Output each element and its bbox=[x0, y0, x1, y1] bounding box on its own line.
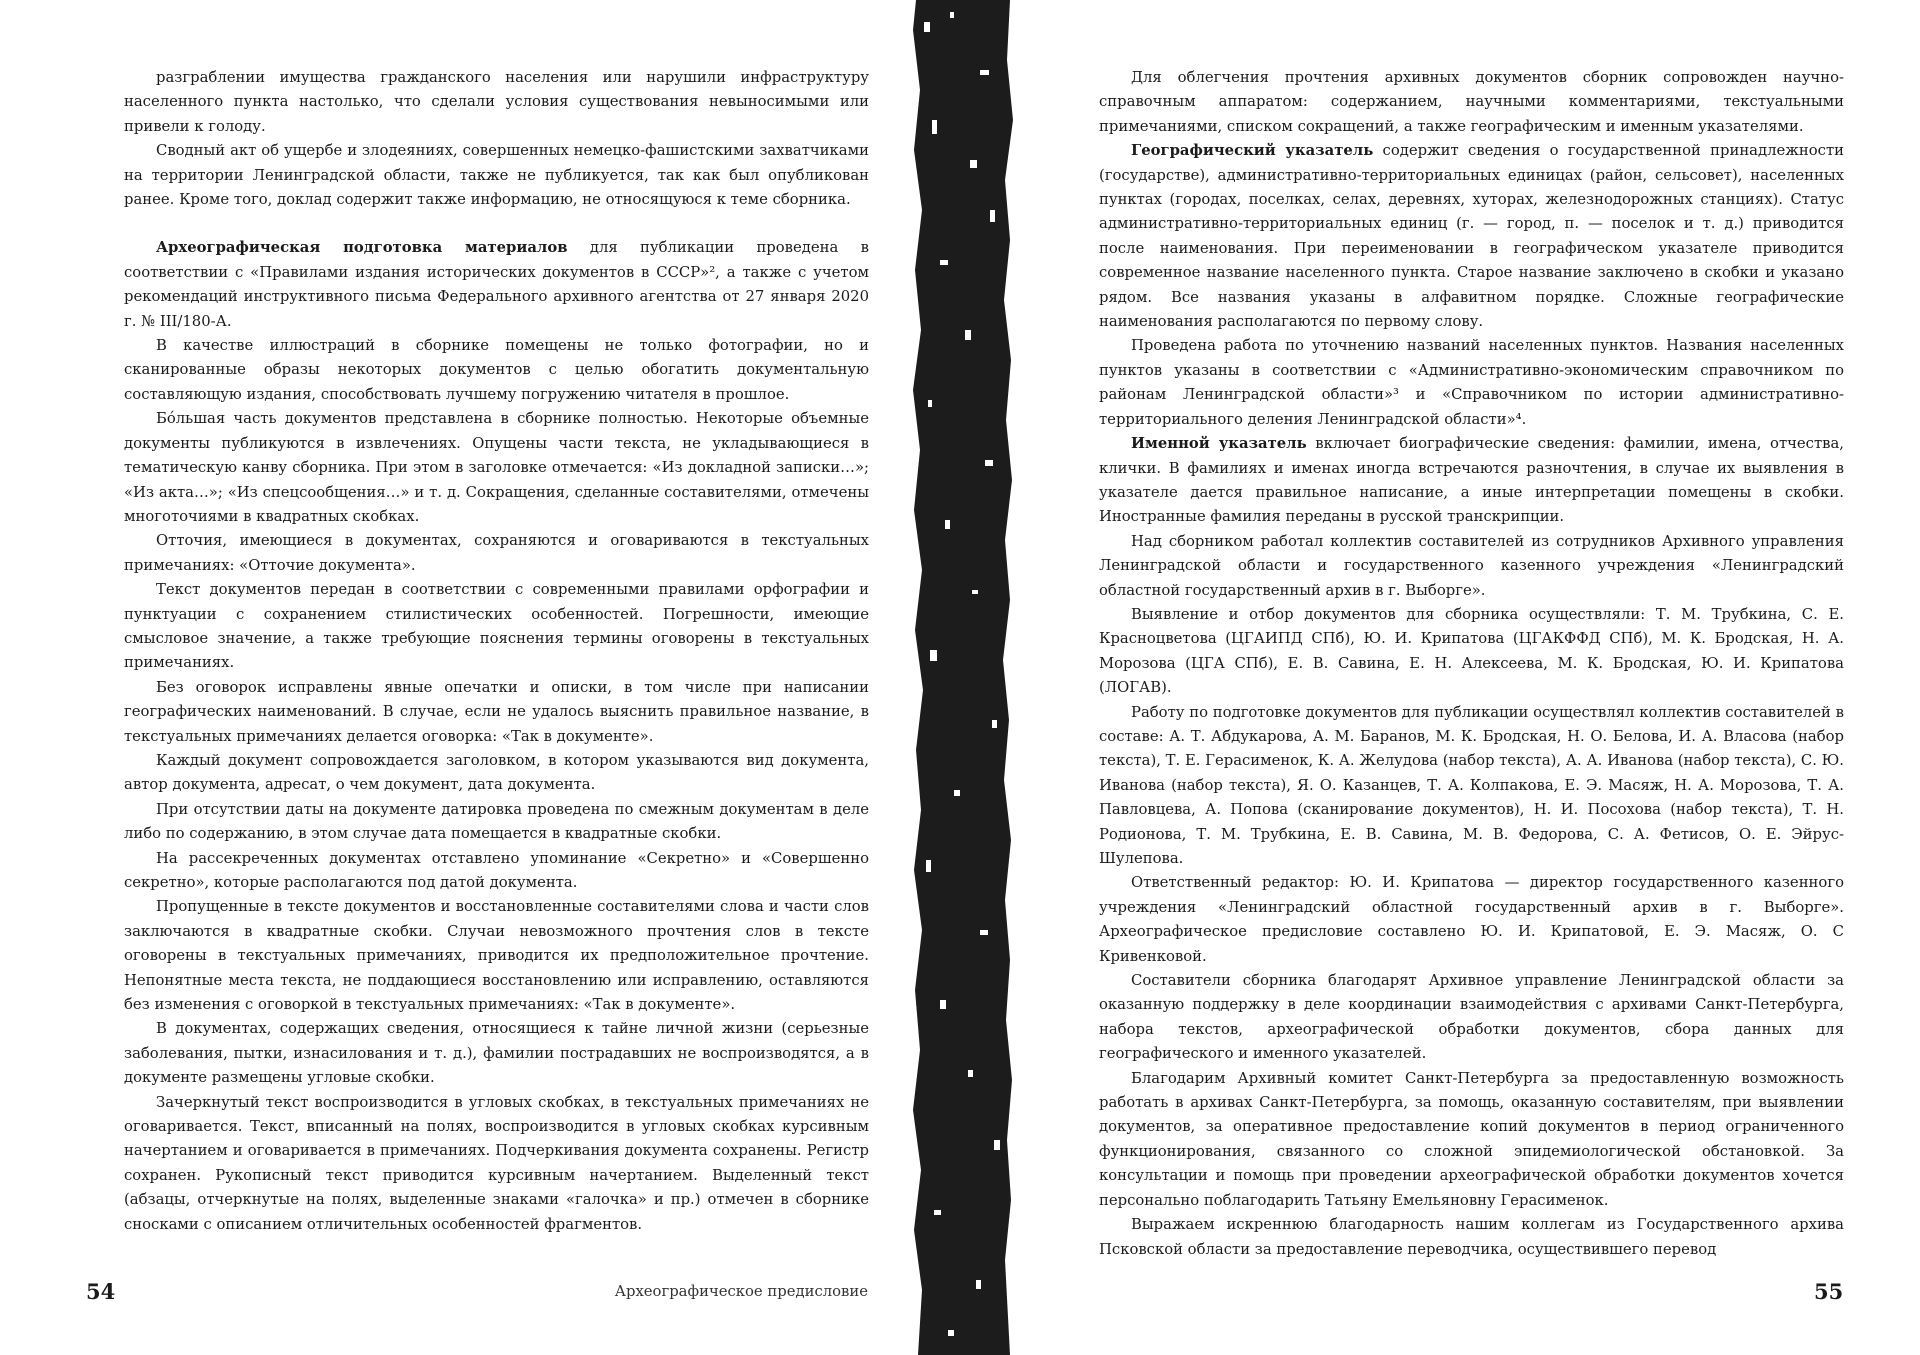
paragraph: Для облегчения прочтения архивных документов сборник сопровожден научно-справочным аппаратом: содержанием, научными комментариями, текстуальными примечаниями, списком сокращений, а также географическим и именным указателями. bbox=[1099, 69, 1844, 135]
decorative-grunge-strip bbox=[910, 0, 1015, 1355]
paragraph: В качестве иллюстраций в сборнике помещены не только фотографии, но и сканированные образы некоторых документов с целью обогатить документальную составляющую издания, способствовать лучшему погружению читателя в прошлое. bbox=[124, 337, 869, 403]
paragraph: Зачеркнутый текст воспроизводится в угловых скобках, в текстуальных примечаниях не оговаривается. Текст, вписанный на полях, воспроизводится в угловых скобках курсивным начертанием и оговаривается в примечаниях. Подчеркивания документа сохранены. Регистр сохранен. Рукописный текст приводится курсивным начертанием. Выделенный текст (абзацы, отчеркнутые на полях, выделенные знаками «галочка» и пр.) отмечен в сборнике сносками с описанием отличительных особенностей фрагментов. bbox=[124, 1093, 869, 1233]
left-page-text bbox=[124, 66, 869, 1237]
paragraph-lead: Археографическая подготовка материалов bbox=[156, 239, 568, 257]
paragraph: Археографическая подготовка материалов для публикации проведена в соответствии с «Правилами издания исторических документов в СССР»², а также с учетом рекомендаций инструктивного письма Федерального архивного агентства от 27 января 2020 г. № III/180-А. bbox=[124, 239, 870, 330]
paragraph: Без оговорок исправлены явные опечатки и описки, в том числе при написании географических наименований. В случае, если не удалось выяснить правильное название, в текстуальных примечаниях делается оговорка: «Так в документе». bbox=[124, 678, 869, 745]
page-number-right: 55 bbox=[1814, 1279, 1844, 1304]
paragraph: На рассекреченных документах отставлено упоминание «Секретно» и «Совершенно секретно», которые располагаются под датой документа. bbox=[124, 849, 869, 891]
paragraph: Работу по подготовке документов для публикации осуществлял коллектив составителей в составе: А. Т. Абдукарова, А. М. Баранов, М. К. Бродская, Н. О. Белова, И. А. Власова (набор текста), Т. Е. Герасименок, К. А. Желудова (набор текста), А. А. Иванова (набор текста), С. Ю. Иванова (набор текста), Я. О. Казанцев, Т. А. Колпакова, Е. Э. Масяж, Н. А. Морозова, Т. А. Павловцева, А. Попова (сканирование документов), Н. И. Посохова (набор текста), Т. Н. Родионова, Т. М. Трубкина, Е. В. Савина, М. В. Федорова, С. А. Фетисов, О. Е. Эйрус-Шулепова. bbox=[1099, 703, 1844, 867]
paragraph: Именной указатель включает биографические сведения: фамилии, имена, отчества, клички. В фамилиях и именах иногда встречаются разночтения, в случае их выявления в указателе дается правильное написание, а иные интерпретации помещены в скобки. Иностранные фамилия переданы в русской транскрипции. bbox=[1099, 435, 1844, 526]
right-page-text bbox=[1099, 66, 1844, 1262]
paragraph: Сводный акт об ущербе и злодеяниях, совершенных немецко-фашистскими захватчиками на территории Ленинградской области, также не публикуется, так как был опубликован ранее. Кроме того, доклад содержит также информацию, не относящуюся к теме сборника. bbox=[124, 142, 869, 209]
paragraph: Пропущенные в тексте документов и восстановленные составителями слова и части слов заключаются в квадратные скобки. Случаи невозможного прочтения слов в тексте оговорены в текстуальных примечаниях, приводится их предположительное прочтение. Непонятные места текста, не поддающиеся восстановлению или исправлению, оставляются без изменения с оговоркой в текстуальных примечаниях: «Так в документе». bbox=[124, 898, 869, 1014]
paragraph: Проведена работа по уточнению названий населенных пунктов. Названия населенных пунктов указаны в соответствии с «Административно-экономическим справочником по районам Ленинградской области»³ и «Справочником по истории административно-территориального деления Ленинградской области»⁴. bbox=[1099, 337, 1844, 428]
paragraph: Выражаем искреннюю благодарность нашим коллегам из Государственного архива Псковской области за предоставление переводчика, осуществившего перевод bbox=[1099, 1216, 1844, 1258]
paragraph: разграблении имущества гражданского населения или нарушили инфраструктуру населенного пункта настолько, что сделали условия существования невыносимыми или привели к голоду. bbox=[124, 69, 869, 135]
paragraph: Каждый документ сопровождается заголовком, в котором указываются вид документа, автор документа, адресат, о чем документ, дата документа. bbox=[124, 751, 869, 794]
paragraph: В документах, содержащих сведения, относящиеся к тайне личной жизни (серьезные заболевания, пытки, изнасилования и т. д.), фамилии пострадавших не воспроизводятся, а в документе размещены угловые скобки. bbox=[124, 1020, 869, 1087]
paragraph: Отточия, имеющиеся в документах, сохраняются и оговариваются в текстуальных примечаниях: «Отточие документа». bbox=[124, 532, 869, 574]
page-number-left: 54 bbox=[86, 1279, 116, 1304]
paragraph: При отсутствии даты на документе датировка проведена по смежным документам в деле либо по содержанию, в этом случае дата помещается в квадратные скобки. bbox=[124, 800, 869, 843]
paragraph: Текст документов передан в соответствии с современными правилами орфографии и пунктуации с сохранением стилистических особенностей. Погрешности, имеющие смысловое значение, а также требующие пояснения термины оговорены в текстуальных примечаниях. bbox=[124, 581, 869, 672]
paragraph-lead: Географический указатель bbox=[1131, 142, 1374, 160]
paragraph: Выявление и отбор документов для сборника осуществляли: Т. М. Трубкина, С. Е. Красноцветова (ЦГАИПД СПб), Ю. И. Крипатова (ЦГАКФФД СПб), М. К. Бродская, Н. А. Морозова (ЦГА СПб), Е. В. Савина, Е. Н. Алексеева, М. К. Бродская, Ю. И. Крипатова (ЛОГАВ). bbox=[1099, 605, 1844, 697]
running-head: Археографическое предисловие bbox=[614, 1283, 868, 1300]
grunge-strip-shape bbox=[913, 0, 1013, 1355]
paragraph: Над сборником работал коллектив составителей из сотрудников Архивного управления Ленинградской области и государственного казенного учреждения «Ленинградский областной государственный архив в г. Выборге». bbox=[1099, 532, 1844, 599]
paragraph: Ответственный редактор: Ю. И. Крипатова — директор государственного казенного учреждения «Ленинградский областной государственный архив в г. Выборге». Археографическое предисловие составлено Ю. И. Крипатовой, Е. Э. Масяж, О. С Кривенковой. bbox=[1099, 874, 1844, 965]
paragraph: Составители сборника благодарят Архивное управление Ленинградской области за оказанную поддержку в деле координации взаимодействия с архивами Санкт-Петербурга, набора текстов, археографической обработки документов, сбора данных для географического и именного указателей. bbox=[1099, 972, 1844, 1063]
paragraph: Бóльшая часть документов представлена в сборнике полностью. Некоторые объемные документы публикуются в извлечениях. Опущены части текста, не укладывающиеся в тематическую канву сборника. При этом в заголовке отмечается: «Из докладной записки…»; «Из акта…»; «Из спецсообщения…» и т. д. Сокращения, сделанные составителями, отмечены многоточиями в квадратных скобках. bbox=[124, 410, 869, 525]
paragraph: Географический указатель содержит сведения о государственной принадлежности (государстве), административно-территориальных единицах (район, сельсовет), населенных пунктах (городах, поселках, селах, деревнях, хуторах, железнодорожных станциях). Статус административно-территориальных единиц (г. — город, п. — поселок и т. д.) приводится после наименования. При переименовании в географическом указателе приводится современное название населенного пункта. Старое название заключено в скобки и указано рядом. Все названия указаны в алфавитном порядке. Сложные географические наименования располагаются по первому слову. bbox=[1099, 142, 1844, 331]
paragraph: Благодарим Архивный комитет Санкт-Петербурга за предоставленную возможность работать в архивах Санкт-Петербурга, за помощь, оказанную составителям, при выявлении документов, за оперативное предоставление копий документов в период ограниченного функционирования, связанного со сложной эпидемиологической обстановкой. За консультации и помощь при проведении археографической обработки документов хочется персонально поблагодарить Татьяну Емельяновну Герасименок. bbox=[1099, 1069, 1844, 1209]
paragraph-lead: Именной указатель bbox=[1131, 435, 1307, 453]
